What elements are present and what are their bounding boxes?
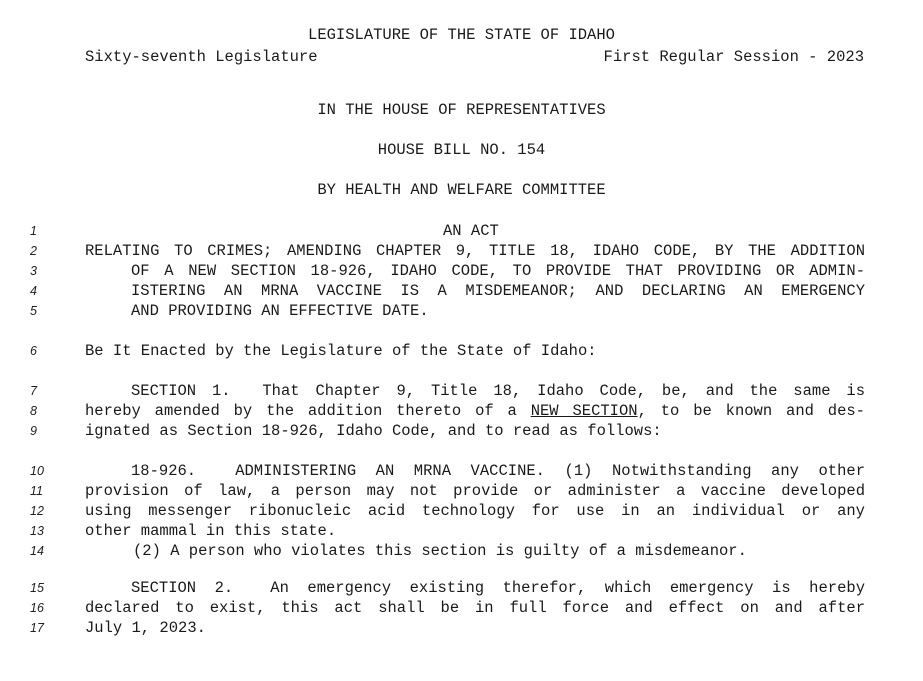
line-number: 2 xyxy=(30,244,37,258)
new-section-underlined: NEW SECTION xyxy=(530,402,638,420)
line-number: 9 xyxy=(30,424,37,438)
section-1-line xyxy=(85,401,865,421)
section-1-line: ignated as Section 18-926, Idaho Code, and to read as follows: xyxy=(85,422,662,440)
line-number: 8 xyxy=(30,404,37,418)
section-1-text: hereby amended by the addition thereto of a xyxy=(85,402,531,420)
bill-number: HOUSE BILL NO. 154 xyxy=(377,141,546,159)
line-number: 4 xyxy=(30,284,37,298)
section-2-line: July 1, 2023. xyxy=(85,619,206,637)
act-title-line: RELATING TO CRIMES; AMENDING CHAPTER 9, TITLE 18, IDAHO CODE, BY THE ADDITION xyxy=(85,242,865,260)
act-title-line: OF A NEW SECTION 18-926, IDAHO CODE, TO PROVIDE THAT PROVIDING OR ADMIN- xyxy=(131,262,865,280)
line-number: 5 xyxy=(30,304,37,318)
act-heading: AN ACT xyxy=(443,222,499,240)
line-number: 14 xyxy=(30,544,44,558)
new-section-line: (2) A person who violates this section is guilty of a misdemeanor. xyxy=(133,542,747,560)
section-1-line: SECTION 1. That Chapter 9, Title 18, Idaho Code, be, and the same is xyxy=(131,382,865,400)
section-2-line: declared to exist, this act shall be in full force and effect on and after xyxy=(85,599,865,617)
line-number: 6 xyxy=(30,344,37,358)
new-section-line: 18-926. ADMINISTERING AN MRNA VACCINE. (1) Notwithstanding any other xyxy=(131,462,865,480)
section-2-line: SECTION 2. An emergency existing therefor, which emergency is hereby xyxy=(131,579,865,597)
act-title-line: ISTERING AN MRNA VACCINE IS A MISDEMEANOR; AND DECLARING AN EMERGENCY xyxy=(131,282,865,300)
new-section-line: using messenger ribonucleic acid technology for use in an individual or any xyxy=(85,502,865,520)
line-number: 1 xyxy=(30,224,37,238)
line-number: 17 xyxy=(30,621,44,635)
act-title-line: AND PROVIDING AN EFFECTIVE DATE. xyxy=(131,302,429,320)
enacting-clause: Be It Enacted by the Legislature of the State of Idaho: xyxy=(85,342,597,360)
section-1-text: , to be known and des- xyxy=(637,402,865,420)
legislature-number: Sixty-seventh Legislature xyxy=(85,48,318,66)
line-number: 7 xyxy=(30,384,37,398)
line-number: 11 xyxy=(30,484,43,498)
line-number: 3 xyxy=(30,264,37,278)
line-number: 13 xyxy=(30,524,44,538)
session-label: First Regular Session - 2023 xyxy=(603,48,864,66)
new-section-line: provision of law, a person may not provide or administer a vaccine developed xyxy=(85,482,865,500)
legislature-title: LEGISLATURE OF THE STATE OF IDAHO xyxy=(308,26,615,44)
line-number: 12 xyxy=(30,504,44,518)
chamber-heading: IN THE HOUSE OF REPRESENTATIVES xyxy=(317,101,606,119)
new-section-line: other mammal in this state. xyxy=(85,522,337,540)
line-number: 10 xyxy=(30,464,44,478)
sponsor-line: BY HEALTH AND WELFARE COMMITTEE xyxy=(317,181,606,199)
line-number: 15 xyxy=(30,581,44,595)
line-number: 16 xyxy=(30,601,44,615)
